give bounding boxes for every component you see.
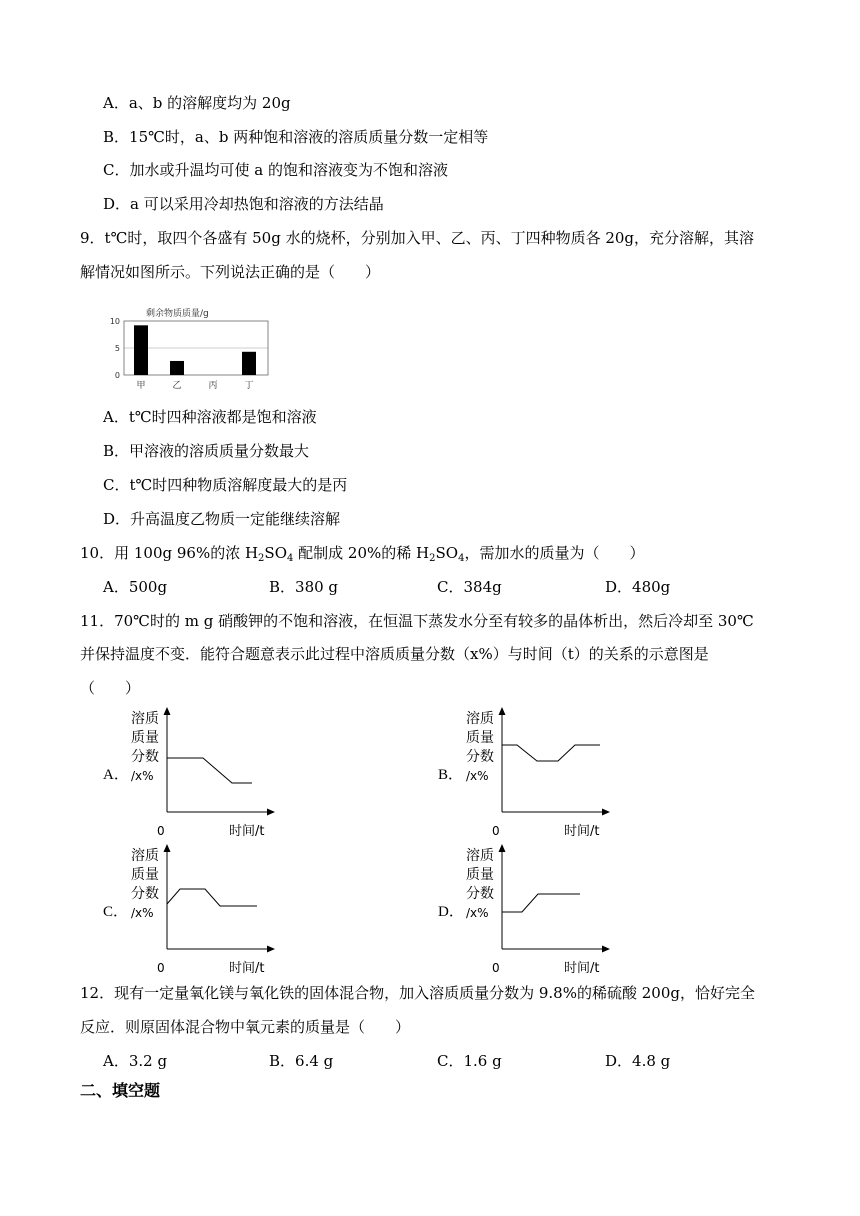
y-axis-label: /x%	[466, 906, 489, 920]
y-axis-label: /x%	[131, 906, 154, 920]
x-axis-label: 时间/t	[229, 961, 265, 976]
q10-option-c: C．384g	[437, 578, 502, 596]
q10-option-a: A．500g	[103, 578, 168, 596]
q10-option-b: B．380 g	[269, 578, 339, 596]
x-tick-label: 丁	[244, 381, 254, 391]
q8-option-a: A．a、b 的溶解度均为 20g	[103, 94, 291, 112]
q9-option-c: C．t℃时四种物质溶解度最大的是丙	[103, 476, 348, 494]
q12-stem-line1: 12．现有一定量氧化镁与氧化铁的固体混合物，加入溶质质量分数为 9.8%的稀硫酸 200g，恰好完全	[80, 984, 755, 1002]
x-axis-label: 时间/t	[564, 824, 600, 839]
q11-graph-b	[460, 705, 625, 840]
q11-stem-line2: 并保持温度不变．能符合题意表示此过程中溶质质量分数（x%）与时间（t）的关系的示意图是	[80, 645, 709, 663]
q11-stem-line3: （ ）	[80, 679, 141, 697]
y-axis-label: 溶质	[466, 711, 494, 727]
y-tick-label: 0	[114, 371, 120, 380]
q11-graph-a	[125, 705, 290, 840]
q8-option-c: C．加水或升温均可使 a 的饱和溶液变为不饱和溶液	[103, 161, 448, 179]
q11-graph-d	[460, 842, 625, 977]
y-axis-arrow	[499, 707, 506, 715]
q8-option-d: D．a 可以采用冷却热饱和溶液的方法结晶	[103, 195, 384, 213]
origin-label: 0	[157, 961, 165, 975]
y-axis-label: /x%	[131, 769, 154, 783]
q11-graph-c	[125, 842, 290, 977]
y-tick-label: 10	[109, 317, 120, 326]
origin-label: 0	[492, 824, 500, 838]
x-axis-label: 时间/t	[229, 824, 265, 839]
x-tick-label: 乙	[172, 381, 182, 391]
bar	[134, 325, 148, 375]
q9-bar-chart	[108, 305, 278, 400]
y-tick-label: 5	[114, 344, 120, 353]
y-axis-label: 溶质	[131, 848, 159, 864]
origin-label: 0	[492, 961, 500, 975]
bar	[242, 352, 256, 375]
q9-option-a: A．t℃时四种溶液都是饱和溶液	[103, 408, 317, 426]
q9-option-b: B．甲溶液的溶质质量分数最大	[103, 442, 310, 460]
series-line	[167, 758, 252, 783]
q10-option-d: D．480g	[605, 578, 671, 596]
q9-option-d: D．升高温度乙物质一定能继续溶解	[103, 510, 341, 528]
section-title: 二、填空题	[80, 1081, 161, 1100]
y-axis-label: 质量	[131, 867, 159, 883]
y-axis-label: 分数	[131, 886, 159, 902]
x-axis-arrow	[267, 809, 275, 816]
y-axis-label: 分数	[466, 749, 494, 765]
q12-option-a: A．3.2 g	[103, 1052, 168, 1070]
q10-stem: 10．用 100g 96%的浓 $H_2SO_4$ 配制成 20%的稀 $H_2SO_4$，需加水的质量为（ ）	[80, 544, 645, 564]
y-axis-arrow	[164, 707, 171, 715]
x-tick-label: 丙	[208, 381, 218, 391]
series-line	[167, 889, 257, 906]
series-line	[502, 894, 580, 912]
q12-stem-line2: 反应．则原固体混合物中氧元素的质量是（ ）	[80, 1018, 411, 1036]
q11-graph-d-label: D．	[438, 904, 464, 920]
x-axis-arrow	[602, 946, 610, 953]
q11-graph-b-label: B．	[438, 767, 464, 783]
y-axis-label: /x%	[466, 769, 489, 783]
q11-graph-c-label: C．	[103, 904, 129, 920]
q9-stem-line2: 解情况如图所示。下列说法正确的是（ ）	[80, 263, 381, 281]
y-axis-label: 溶质	[131, 711, 159, 727]
x-tick-label: 甲	[136, 381, 146, 391]
origin-label: 0	[157, 824, 165, 838]
x-axis-arrow	[267, 946, 275, 953]
q12-option-c: C．1.6 g	[437, 1052, 502, 1070]
bar	[170, 361, 184, 375]
series-line	[502, 745, 600, 761]
y-axis-label: 质量	[466, 730, 494, 746]
y-axis-label: 质量	[131, 730, 159, 746]
q12-option-d: D．4.8 g	[605, 1052, 671, 1070]
q11-graph-a-label: A．	[103, 767, 129, 783]
q8-option-b: B．15℃时，a、b 两种饱和溶液的溶质质量分数一定相等	[103, 128, 489, 146]
x-axis-label: 时间/t	[564, 961, 600, 976]
q12-option-b: B．6.4 g	[269, 1052, 334, 1070]
chart-title: 剩余物质质量/g	[146, 309, 209, 319]
q9-stem-line1: 9．t℃时，取四个各盛有 50g 水的烧杯，分别加入甲、乙、丙、丁四种物质各 20g，充分溶解，其溶	[80, 229, 755, 247]
y-axis-arrow	[499, 844, 506, 852]
y-axis-label: 溶质	[466, 848, 494, 864]
y-axis-label: 分数	[466, 886, 494, 902]
y-axis-label: 质量	[466, 867, 494, 883]
y-axis-arrow	[164, 844, 171, 852]
y-axis-label: 分数	[131, 749, 159, 765]
x-axis-arrow	[602, 809, 610, 816]
q11-stem-line1: 11．70℃时的 m g 硝酸钾的不饱和溶液，在恒温下蒸发水分至有较多的晶体析出，然后冷却至 30℃	[80, 612, 754, 630]
